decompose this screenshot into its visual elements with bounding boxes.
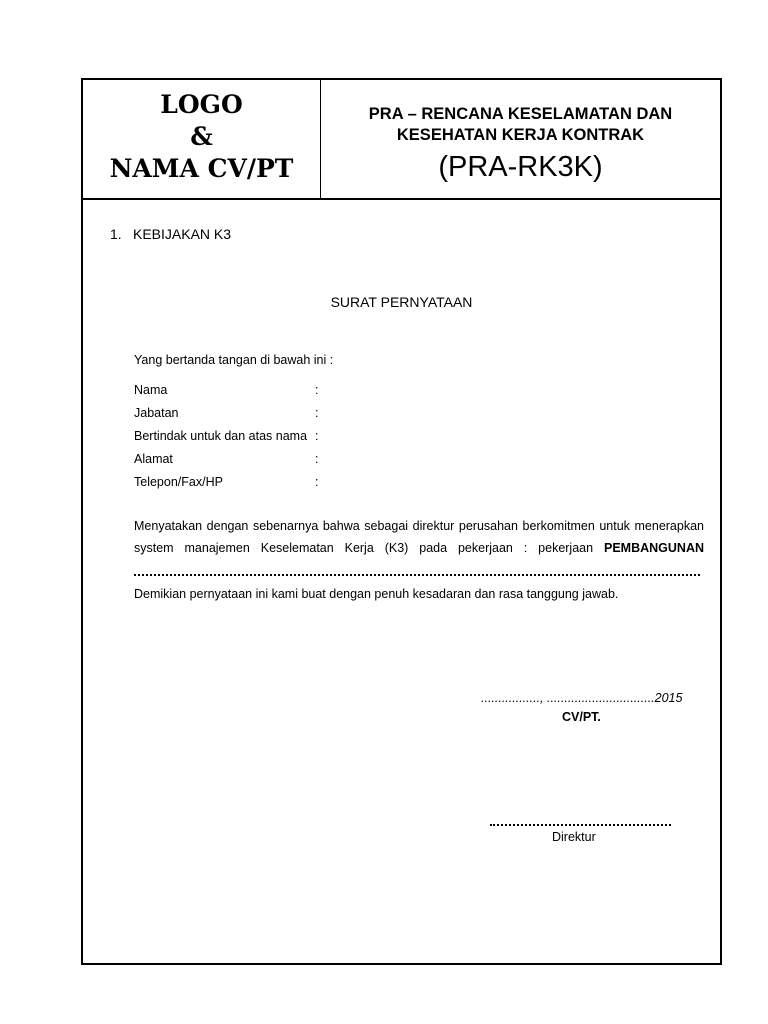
field-colon: : — [315, 383, 319, 397]
field-label-atas-nama: Bertindak untuk dan atas nama — [134, 429, 308, 443]
logo-placeholder — [83, 80, 321, 198]
project-fill-line — [134, 574, 700, 576]
field-label-alamat: Alamat — [134, 452, 173, 466]
company-name-placeholder: NAMA CV/PT — [109, 154, 294, 183]
field-colon: : — [315, 406, 319, 420]
company-label: CV/PT. — [562, 710, 601, 724]
document-title-line1: PRA – RENCANA KESELAMATAN DAN — [368, 105, 673, 123]
section-number: 1. — [110, 226, 122, 242]
place-date-line: ................., ...............................2015 — [481, 691, 683, 705]
field-colon: : — [315, 475, 319, 489]
statement-text: system manajemen Keselematan Kerja (K3) pada pekerjaan : pekerjaan — [134, 541, 594, 555]
document-code: (PRA-RK3K) — [438, 151, 603, 183]
logo-ampersand: & — [190, 122, 213, 151]
field-label-jabatan: Jabatan — [134, 406, 179, 420]
document-title-cell — [321, 80, 720, 198]
section-title: KEBIJAKAN K3 — [133, 226, 232, 242]
signatory-role: Direktur — [552, 830, 596, 844]
project-name: PEMBANGUNAN — [604, 541, 704, 555]
intro-text: Yang bertanda tangan di bawah ini : — [134, 353, 334, 367]
closing-text: Demikian pernyataan ini kami buat dengan penuh kesadaran dan rasa tanggung jawab. — [134, 587, 619, 601]
signature-line — [490, 824, 671, 826]
document-header — [83, 80, 720, 200]
statement-line1: Menyatakan dengan sebenarnya bahwa sebagai direktur perusahan berkomitmen untuk menerapkan — [134, 519, 704, 533]
document-frame — [81, 78, 722, 965]
logo-text: LOGO — [160, 90, 243, 119]
letter-title: SURAT PERNYATAAN — [330, 294, 473, 310]
field-colon: : — [315, 452, 319, 466]
field-label-telepon: Telepon/Fax/HP — [134, 475, 223, 489]
section-heading — [110, 226, 231, 242]
statement-line2 — [134, 537, 704, 560]
document-title-line2: KESEHATAN KERJA KONTRAK — [396, 126, 645, 144]
field-label-nama: Nama — [134, 383, 168, 397]
field-colon: : — [315, 429, 319, 443]
